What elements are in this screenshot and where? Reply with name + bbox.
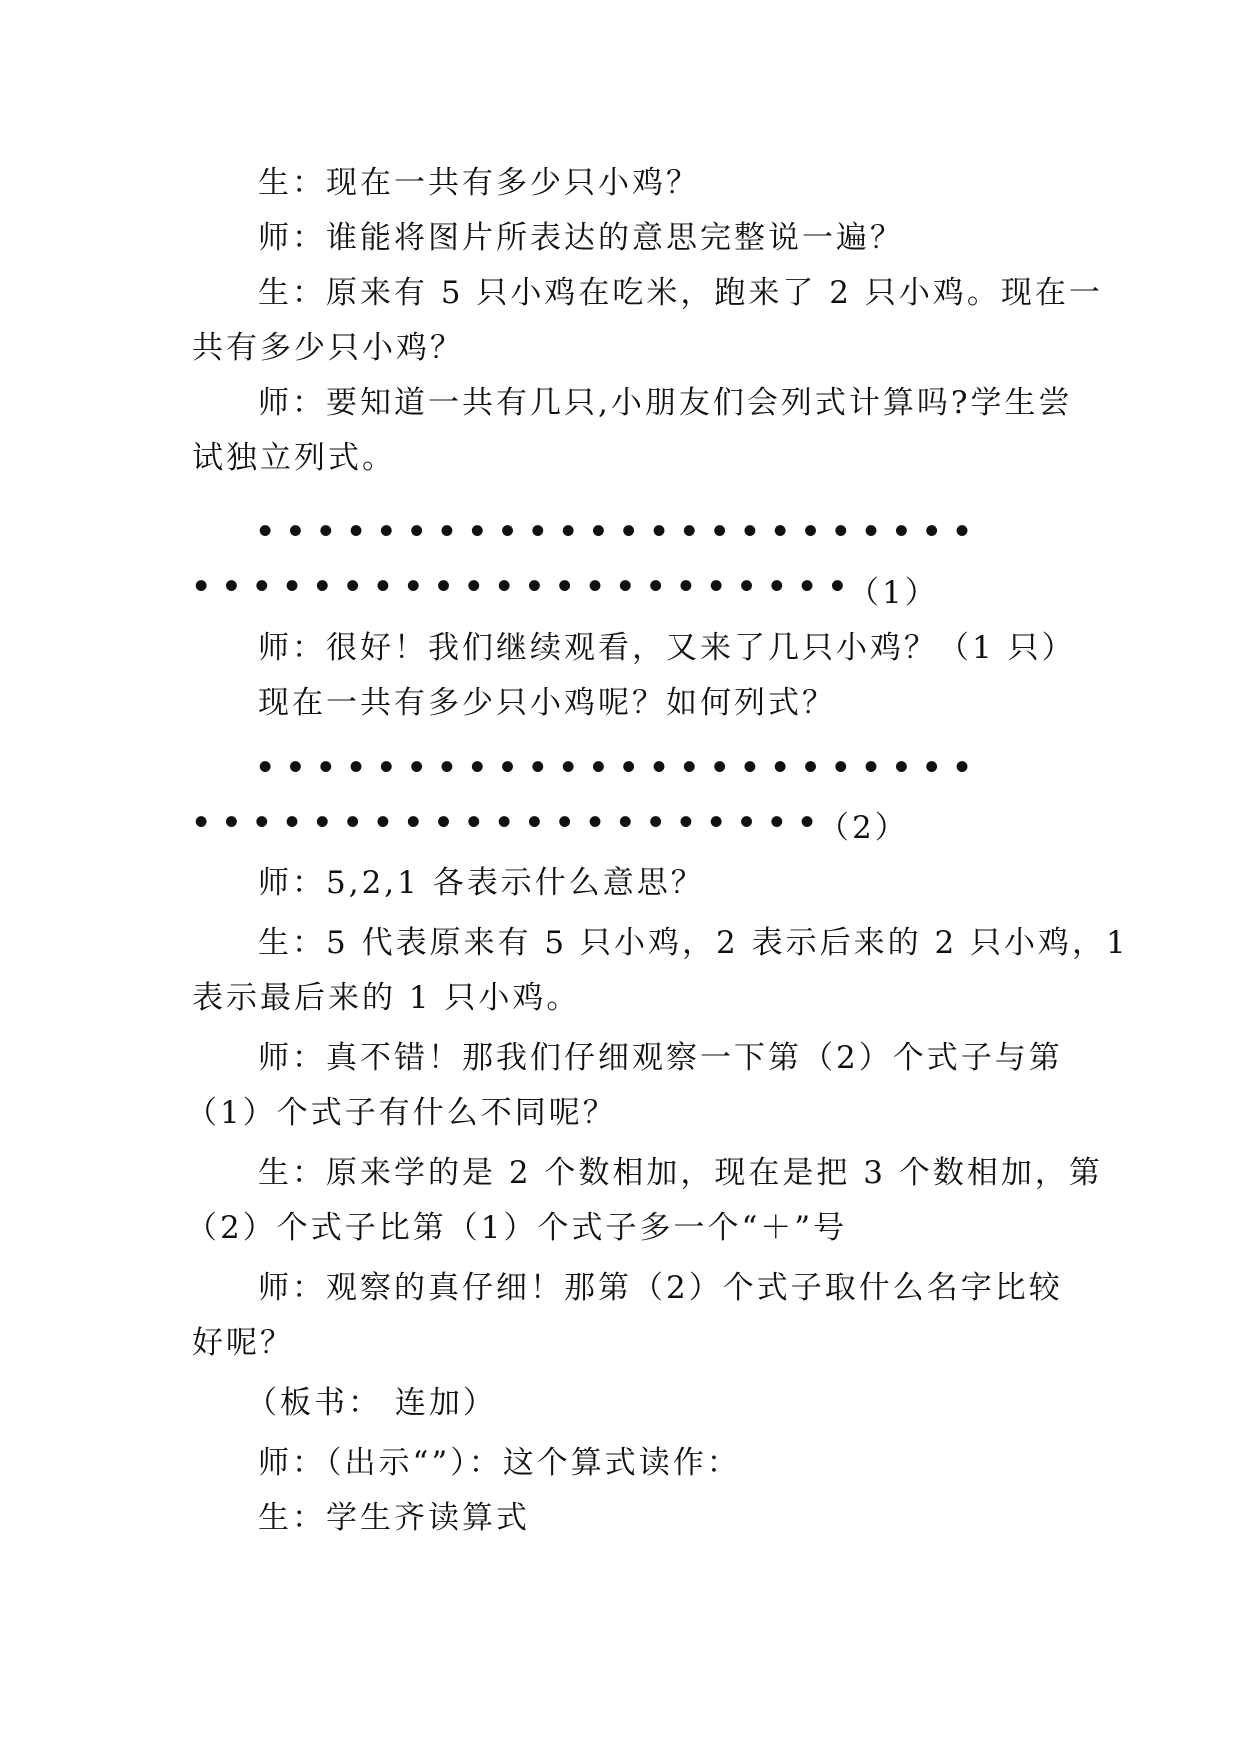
dialogue-line-student-2: 生：原来有 5 只小鸡在吃米，跑来了 2 只小鸡。现在一: [258, 275, 1103, 311]
emphasis-dot: •: [373, 569, 393, 605]
emphasis-dot: •: [952, 514, 972, 550]
emphasis-dot: •: [282, 569, 302, 605]
board-note: （板书： 连加）: [246, 1385, 497, 1421]
emphasis-dot: •: [952, 750, 972, 786]
emphasis-dot: •: [797, 569, 817, 605]
emphasis-dot: •: [679, 514, 700, 550]
emphasis-dot: •: [346, 514, 366, 550]
emphasis-dot: •: [830, 750, 851, 786]
emphasis-dot: •: [494, 805, 515, 841]
emphasis-dot: •: [251, 805, 272, 841]
emphasis-dot: •: [585, 569, 605, 605]
dialogue-line-teacher-2: 师：要知道一共有几只,小朋友们会列式计算吗?学生尝: [258, 385, 1073, 421]
emphasis-dot: •: [861, 750, 881, 786]
emphasis-dot: •: [797, 805, 817, 841]
dialogue-line-student-5: 生：学生齐读算式: [258, 1500, 530, 1536]
dialogue-line-student-3: 生：5 代表原来有 5 只小鸡，2 表示后来的 2 只小鸡，1: [258, 925, 1129, 961]
emphasis-dot: •: [255, 750, 276, 786]
formula-number-1: （1）: [848, 575, 939, 611]
dialogue-line-teacher-5: 师：真不错！那我们仔细观察一下第（2）个式子与第: [258, 1040, 1063, 1076]
emphasis-dot: •: [346, 750, 366, 786]
emphasis-dot: •: [588, 750, 609, 786]
dialogue-line-teacher-3: 师：很好！我们继续观看，又来了几只小鸡？（1 只）: [258, 630, 1076, 666]
emphasis-dot: •: [437, 514, 457, 550]
dialogue-line-teacher-6-cont: 好呢？: [192, 1325, 294, 1361]
dialogue-line-teacher-4: 师：5,2,1 各表示什么意思？: [258, 865, 705, 901]
emphasis-dot: •: [527, 750, 548, 786]
emphasis-dot: •: [342, 569, 363, 605]
dialogue-line-teacher-1: 师：谁能将图片所表达的意思完整说一遍？: [258, 220, 904, 256]
emphasis-dot: •: [376, 514, 397, 550]
emphasis-dot: •: [524, 569, 545, 605]
emphasis-dot: •: [770, 514, 791, 550]
emphasis-dot: •: [467, 514, 488, 550]
emphasis-dot: •: [706, 569, 727, 605]
emphasis-dot: •: [709, 750, 730, 786]
dialogue-line-teacher-3-cont: 现在一共有多少只小鸡呢？如何列式？: [258, 685, 836, 721]
emphasis-dot: •: [191, 805, 212, 841]
formula-number-2: （2）: [818, 810, 909, 846]
emphasis-dot: •: [830, 514, 851, 550]
emphasis-dot: •: [437, 750, 457, 786]
emphasis-dot: •: [315, 514, 336, 550]
emphasis-dot: •: [736, 569, 757, 605]
emphasis-dot: •: [766, 569, 787, 605]
dialogue-line-student-1: 生：现在一共有多少只小鸡？: [258, 165, 700, 201]
emphasis-dot: •: [921, 750, 942, 786]
emphasis-dot: •: [406, 750, 427, 786]
emphasis-dot: •: [285, 750, 306, 786]
dialogue-line-teacher-7: 师：（出示“”）：这个算式读作：: [258, 1445, 741, 1481]
emphasis-dot: •: [312, 805, 333, 841]
emphasis-dot: •: [463, 805, 484, 841]
emphasis-dot: •: [706, 805, 727, 841]
emphasis-dot: •: [433, 569, 454, 605]
emphasis-dot: •: [558, 514, 579, 550]
dialogue-line-teacher-5-cont: （1）个式子有什么不同呢？: [186, 1095, 617, 1131]
emphasis-dot: •: [497, 514, 518, 550]
dialogue-line-student-2-cont: 共有多少只小鸡？: [192, 330, 464, 366]
emphasis-dot: •: [827, 569, 848, 605]
emphasis-dot: •: [739, 514, 760, 550]
emphasis-dot: •: [406, 514, 427, 550]
emphasis-dot: •: [373, 805, 393, 841]
emphasis-dot: •: [554, 569, 575, 605]
dialogue-line-teacher-6: 师：观察的真仔细！那第（2）个式子取什么名字比较: [258, 1270, 1063, 1306]
formula-placeholder-dots-2b: [186, 803, 822, 843]
emphasis-dot: •: [191, 569, 212, 605]
emphasis-dot: •: [766, 805, 787, 841]
emphasis-dot: •: [312, 569, 333, 605]
emphasis-dot: •: [251, 569, 272, 605]
emphasis-dot: •: [615, 569, 636, 605]
emphasis-dot: •: [463, 569, 484, 605]
formula-placeholder-dots-1a: [250, 512, 977, 552]
emphasis-dot: •: [921, 514, 942, 550]
emphasis-dot: •: [645, 569, 666, 605]
emphasis-dot: •: [649, 750, 669, 786]
emphasis-dot: •: [861, 514, 881, 550]
emphasis-dot: •: [675, 569, 696, 605]
formula-placeholder-dots-1b: [186, 567, 853, 607]
emphasis-dot: •: [315, 750, 336, 786]
emphasis-dot: •: [618, 514, 639, 550]
dialogue-line-student-3-cont: 表示最后来的 1 只小鸡。: [192, 980, 581, 1016]
emphasis-dot: •: [709, 514, 730, 550]
emphasis-dot: •: [221, 805, 242, 841]
emphasis-dot: •: [433, 805, 454, 841]
emphasis-dot: •: [403, 805, 424, 841]
emphasis-dot: •: [221, 569, 242, 605]
emphasis-dot: •: [494, 569, 515, 605]
emphasis-dot: •: [679, 750, 700, 786]
emphasis-dot: •: [255, 514, 276, 550]
emphasis-dot: •: [800, 514, 821, 550]
emphasis-dot: •: [736, 805, 757, 841]
emphasis-dot: •: [800, 750, 821, 786]
emphasis-dot: •: [770, 750, 791, 786]
emphasis-dot: •: [403, 569, 424, 605]
formula-placeholder-dots-2a: [250, 748, 977, 788]
emphasis-dot: •: [585, 805, 605, 841]
emphasis-dot: •: [618, 750, 639, 786]
emphasis-dot: •: [891, 514, 912, 550]
dialogue-line-teacher-2-cont: 试独立列式。: [192, 440, 396, 476]
emphasis-dot: •: [282, 805, 302, 841]
emphasis-dot: •: [285, 514, 306, 550]
emphasis-dot: •: [615, 805, 636, 841]
emphasis-dot: •: [554, 805, 575, 841]
emphasis-dot: •: [558, 750, 579, 786]
emphasis-dot: •: [527, 514, 548, 550]
emphasis-dot: •: [497, 750, 518, 786]
emphasis-dot: •: [588, 514, 609, 550]
emphasis-dot: •: [342, 805, 363, 841]
dialogue-line-student-4-cont: （2）个式子比第（1）个式子多一个“＋”号: [186, 1210, 848, 1246]
emphasis-dot: •: [891, 750, 912, 786]
emphasis-dot: •: [739, 750, 760, 786]
emphasis-dot: •: [675, 805, 696, 841]
dialogue-line-student-4: 生：原来学的是 2 个数相加，现在是把 3 个数相加，第: [258, 1155, 1103, 1191]
emphasis-dot: •: [524, 805, 545, 841]
emphasis-dot: •: [649, 514, 669, 550]
emphasis-dot: •: [645, 805, 666, 841]
emphasis-dot: •: [376, 750, 397, 786]
emphasis-dot: •: [467, 750, 488, 786]
